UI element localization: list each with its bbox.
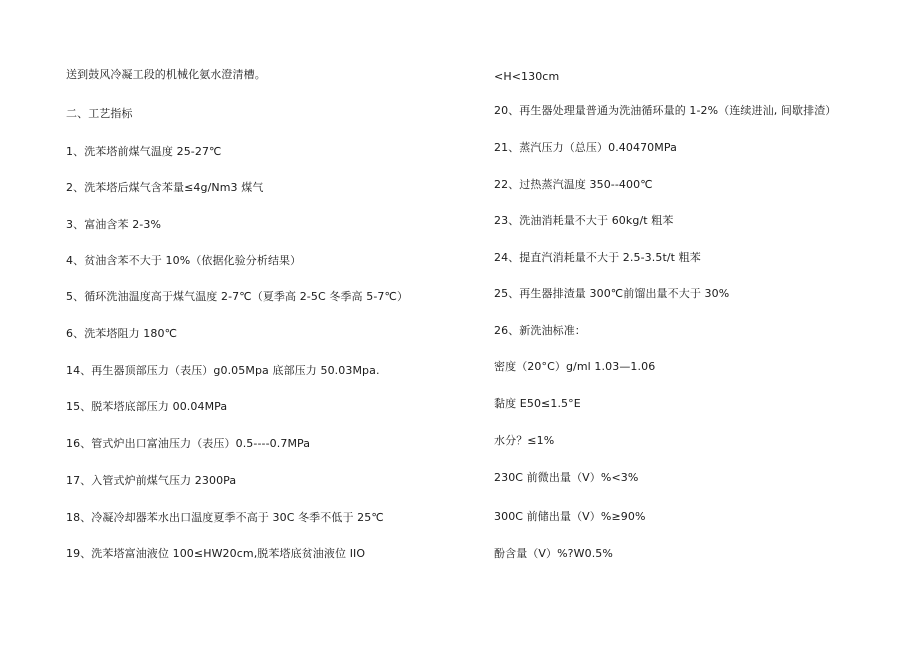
text-line: 26、新洗油标准： [494,324,586,337]
text-line: 15、脱苯塔底部压力 00.04MPa [66,400,228,413]
text-line: 送到鼓风冷凝工段的机械化氨水澄清槽。 [66,68,266,81]
text-line: 酚含量（V）%?W0.5% [494,547,613,560]
text-line: 3、富油含苯 2-3% [66,218,162,231]
text-line: 1、洗苯塔前煤气温度 25-27℃ [66,145,222,158]
text-line: 20、再生器处理量普通为洗油循环量的 1-2%（连续进汕, 间歇排渣） [494,104,837,117]
text-line: 25、再生器排渣量 300℃前馏出量不大于 30% [494,287,730,300]
text-line: 6、洗苯塔阻力 180℃ [66,327,178,340]
text-line: 17、入管式炉前煤气压力 2300Pa [66,474,237,487]
section-heading: 二、工艺指标 [66,107,133,120]
text-line: 21、蒸汽压力（总压）0.40470MPa [494,141,677,154]
text-line: 22、过热蒸汽温度 350--400℃ [494,178,653,191]
text-line: 14、再生器顶部压力（表压）g0.05Mpa 底部压力 50.03Mpa. [66,364,380,377]
text-line: 230C 前微出量（V）%<3% [494,471,639,484]
text-line: 水分？≤1% [494,434,555,447]
text-line: 16、管式炉出口富油压力（表压）0.5----0.7MPa [66,437,311,450]
text-line: <H<130cm [494,70,560,83]
text-line: 密度（20°C）g/ml 1.03—1.06 [494,360,656,373]
text-line: 2、洗苯塔后煤气含苯量≤4g/Nm3 煤气 [66,181,264,194]
text-line: 18、冷凝冷却器苯水出口温度夏季不高于 30C 冬季不低于 25℃ [66,511,384,524]
text-line: 23、洗油消耗量不大于 60kg/t 粗苯 [494,214,674,227]
text-line: 5、循环洗油温度高于煤气温度 2-7℃（夏季高 2-5C 冬季高 5-7℃） [66,290,409,303]
text-line: 黏度 E50≤1.5°E [494,397,581,410]
text-line: 4、贫油含苯不大于 10%（依据化验分析结果） [66,254,302,267]
text-line: 19、洗苯塔富油液位 100≤HW20cm,脱苯塔底贫油液位 IIO [66,547,366,560]
text-line: 24、提直汽消耗量不大于 2.5-3.5t/t 粗苯 [494,251,701,264]
text-line: 300C 前储出量（V）%≥90% [494,510,646,523]
